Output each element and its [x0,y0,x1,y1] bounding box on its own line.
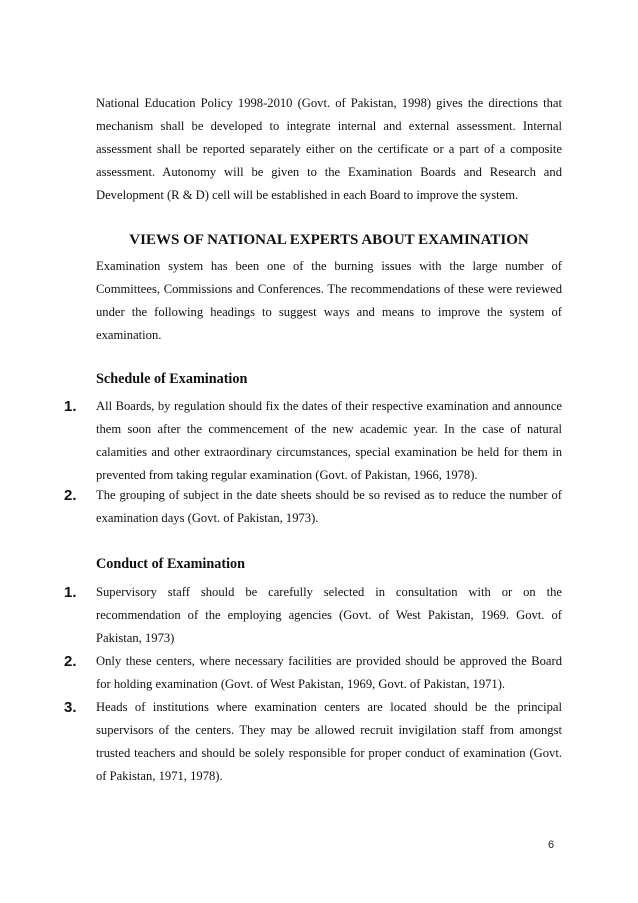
conduct-item-2-text: Only these centers, where necessary facilities are provided should be approved the Board for holding examination (Govt. of West Pakistan, 1969, Govt. of Pakistan, 1971). [96,654,562,691]
conduct-item-3-text: Heads of institutions where examination centers are located should be the principal supervisors of the centers. They may be allowed recruit invigilation staff from amongst trusted teachers and should be solely responsible for proper conduct of examination (Govt. of Pakistan, 1971, 1978). [96,700,562,783]
conduct-item-2-number: 2. [64,653,77,670]
schedule-heading: Schedule of Examination [96,371,248,387]
schedule-item-2-text: The grouping of subject in the date sheets should be so revised as to reduce the number of examination days (Govt. of Pakistan, 1973). [96,488,562,525]
intro-paragraph: National Education Policy 1998-2010 (Govt. of Pakistan, 1998) gives the directions that mechanism shall be developed to integrate internal and external assessment. Internal assessment shall be reported separately either on the certificate or a part of a composite assessment. Autonomy will be given to the Examination Boards and Research and Development (R & D) cell will be established in each Board to improve the system. [96,96,562,202]
conduct-item-1-text: Supervisory staff should be carefully selected in consultation with or on the recommendation of the employing agencies (Govt. of West Pakistan, 1969. Govt. of Pakistan, 1973) [96,585,562,645]
section-heading: VIEWS OF NATIONAL EXPERTS ABOUT EXAMINATION [129,232,529,248]
schedule-item-1-text: All Boards, by regulation should fix the dates of their respective examination and announce them soon after the commencement of the new academic year. In the case of natural calamities and other extraordinary circumstances, special examination be held for them in prevented from taking regular examination (Govt. of Pakistan, 1966, 1978). [96,399,562,482]
conduct-item-3-number: 3. [64,699,77,716]
page-number: 6 [548,839,555,851]
schedule-item-1-number: 1. [64,398,77,415]
schedule-item-2-number: 2. [64,487,77,504]
section-intro-paragraph: Examination system has been one of the burning issues with the large number of Committees, Commissions and Conferences. The recommendations of these were reviewed under the following headings to suggest ways and means to improve the system of examination. [96,259,562,342]
conduct-item-1-number: 1. [64,584,77,601]
conduct-heading: Conduct of Examination [96,556,245,572]
